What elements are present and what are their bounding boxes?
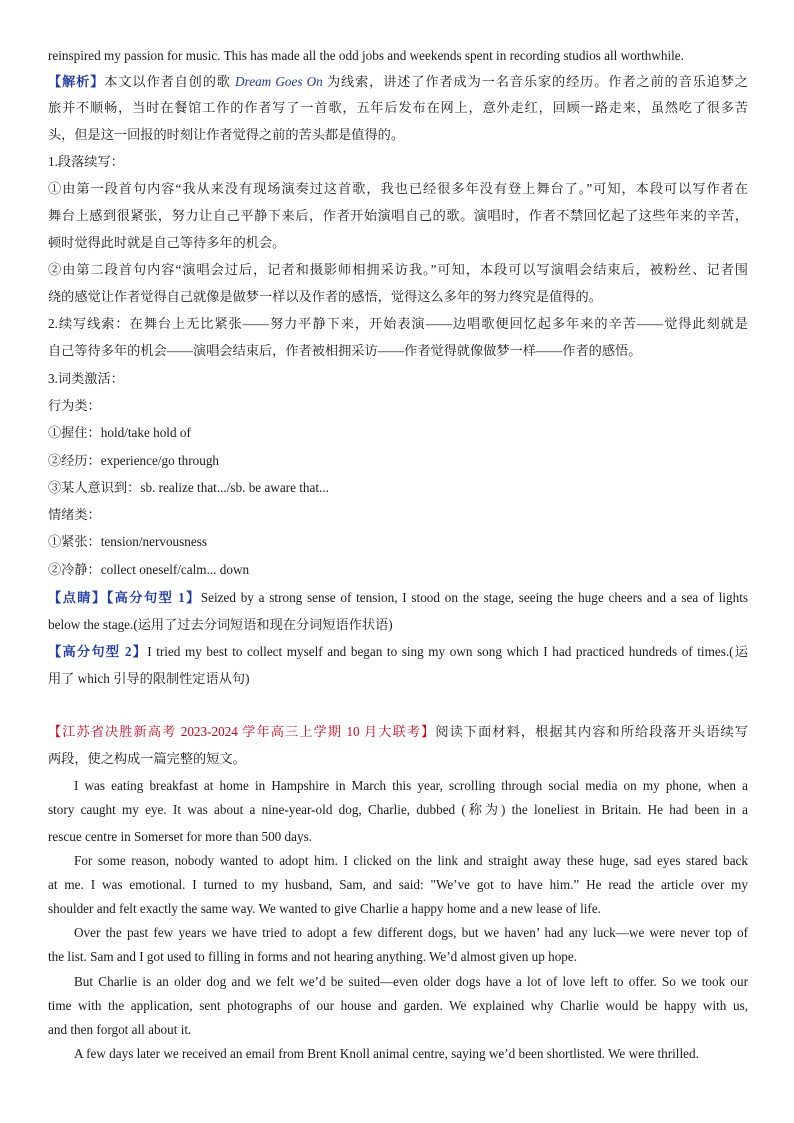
- task-instruction: 【江苏省决胜新高考 2023-2024 学年高三上学期 10 月大联考】阅读下面材料，根据其内容和所给段落开头语续写: [48, 724, 748, 739]
- sentence-pattern-tag: 【高分句型 2】: [48, 644, 148, 659]
- category-label: 行为类：: [48, 398, 101, 413]
- analysis-line: 头，但是这一回报的时刻让作者觉得之前的苦头都是值得的。: [48, 127, 405, 142]
- sentence-pattern-tag: 【高分句型 1】: [106, 590, 201, 605]
- task-instruction: 两段，使之构成一篇完整的短文。: [48, 751, 246, 766]
- text-line: 顿时觉得此时就是自己等待多年的机会。: [48, 235, 286, 250]
- category-label: 情绪类：: [48, 507, 101, 522]
- passage-line: and then forgot all about it.: [48, 1022, 192, 1037]
- analysis-tag: 【解析】: [48, 74, 105, 89]
- passage-line: A few days later we received an email from Brent Knoll animal centre, saying we’d been shortlisted. We were thrilled.: [74, 1046, 699, 1061]
- vocab-item: ①紧张：tension/nervousness: [48, 534, 207, 549]
- song-title: Dream Goes On: [235, 74, 323, 89]
- passage-line: But Charlie is an older dog and we felt we’d be suited—even older dogs have a lot of love left to offer. So we took our: [74, 974, 748, 989]
- text-line: 绕的感觉让作者觉得自己就像是做梦一样以及作者的感悟，觉得这么多年的努力终究是值得的。: [48, 289, 602, 304]
- vocab-item: ①握住：hold/take hold of: [48, 425, 191, 440]
- passage-line: For some reason, nobody wanted to adopt him. I clicked on the link and straight away these huge, sad eyes stared back: [74, 853, 748, 868]
- analysis-text: 本文以作者自创的歌: [104, 74, 231, 89]
- highlight-line: below the stage.(运用了过去分词短语和现在分词短语作状语): [48, 617, 393, 632]
- section-heading: 3.词类激活：: [48, 371, 124, 386]
- passage-line: I was eating breakfast at home in Hampshire in March this year, scrolling through social media on my phone, when a: [74, 778, 748, 793]
- analysis-line: [48, 73, 748, 91]
- text-line: ②由第二段首句内容“演唱会过后，记者和摄影师相拥采访我。”可知，本段可以写演唱会结束后，被粉丝、记者围: [48, 262, 748, 277]
- analysis-line: 旅并不顺畅，当时在餐馆工作的作者写了一首歌，五年后发布在网上，意外走红，回顾一路走来，虽然吃了很多苦: [48, 100, 748, 115]
- highlight-line: 【点睛】【高分句型 1】Seized by a strong sense of tension, I stood on the stage, seeing the huge cheers and a sea of lights: [48, 590, 749, 605]
- text-line: 自己等待多年的机会——演唱会结束后，作者被相拥采访——作者觉得就像做梦一样——作者的感悟。: [48, 343, 642, 358]
- analysis-text: 为线索，讲述了作者成为一名音乐家的经历。作者之前的音乐追梦之: [326, 74, 749, 89]
- passage-line: shoulder and felt exactly the same way. We wanted to give Charlie a happy home and a new lease of life.: [48, 901, 601, 916]
- highlight-line: 【高分句型 2】I tried my best to collect myself and began to sing my own song which I had practiced hundreds of times.(运: [48, 644, 748, 659]
- text-line: 舞台上感到很紧张，努力让自己平静下来后，作者开始演唱自己的歌。演唱时，作者不禁回忆起了这些年来的辛苦，: [48, 208, 748, 223]
- section-heading: 1.段落续写：: [48, 154, 124, 169]
- vocab-item: ③某人意识到：sb. realize that.../sb. be aware that...: [48, 480, 329, 495]
- highlight-tag: 【点睛】: [48, 590, 107, 605]
- passage-line: the list. Sam and I got used to filling in forms and not hearing anything. We’d almost given up hope.: [48, 949, 578, 964]
- text-line: reinspired my passion for music. This has made all the odd jobs and weekends spent in recording studios all worthwhile.: [48, 48, 684, 63]
- passage-line: at me. I was emotional. I turned to my husband, Sam, and said: "We’ve got to have him.” He read the article over my: [48, 877, 748, 892]
- passage-line: story caught my eye. It was about a nine-year-old dog, Charlie, dubbed (称为) the loneliest in Britain. He had been in a: [48, 802, 748, 817]
- vocab-item: ②冷静：collect oneself/calm... down: [48, 562, 250, 577]
- vocab-item: ②经历：experience/go through: [48, 453, 220, 468]
- passage-line: Over the past few years we have tried to adopt a few different dogs, but we haven’ had any luck—we were never top of: [74, 925, 748, 940]
- passage-line: rescue centre in Somerset for more than 500 days.: [48, 829, 313, 844]
- highlight-line: 用了 which 引导的限制性定语从句): [48, 671, 250, 686]
- passage-line: time with the application, sent photographs of our house and garden. We explained why Charlie would be happy with us,: [48, 998, 748, 1013]
- text-line: 2.续写线索：在舞台上无比紧张——努力平静下来，开始表演——边唱歌便回忆起多年来的辛苦——觉得此刻就是: [48, 316, 748, 331]
- source-label: 【江苏省决胜新高考 2023-2024 学年高三上学期 10 月大联考】: [48, 724, 436, 739]
- text-line: ①由第一段首句内容“我从来没有现场演奏过这首歌，我也已经很多年没有登上舞台了。”可知，本段可以写作者在: [48, 181, 748, 196]
